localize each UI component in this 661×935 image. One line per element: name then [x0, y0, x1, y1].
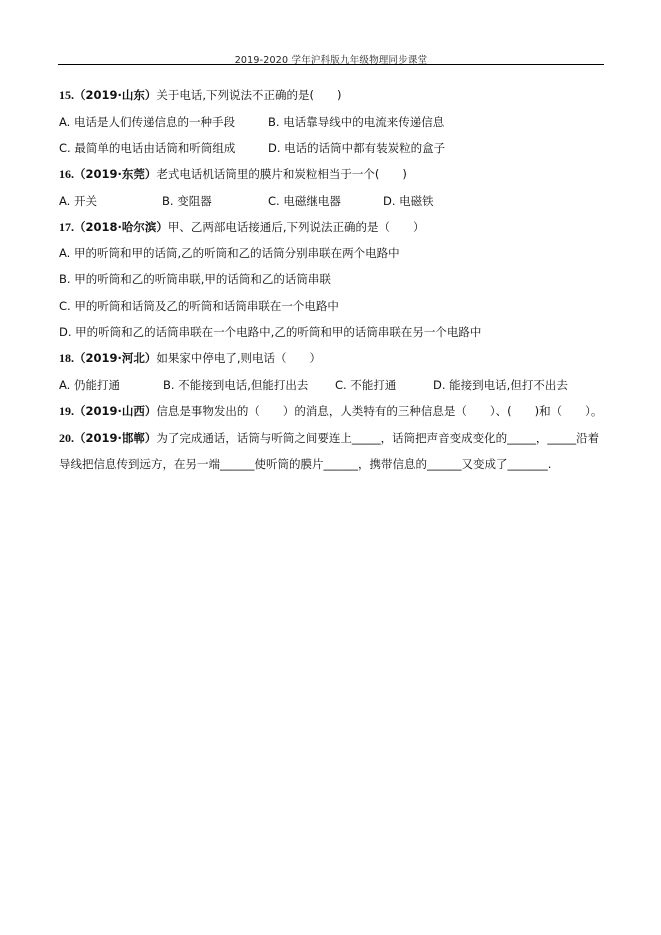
- option-d: D. 能接到电话,但打不出去: [433, 378, 568, 392]
- question-number: 15.: [59, 88, 74, 102]
- question-18-stem-line: [59, 350, 321, 366]
- question-number: 19.: [59, 404, 74, 418]
- option-a: A. 开关: [59, 194, 97, 208]
- question-17-option-c: C. 甲的听筒和话筒及乙的听筒和话筒串联在一个电路中: [59, 299, 339, 313]
- question-15-stem-line: [59, 87, 342, 103]
- option-d: D. 电磁铁: [383, 194, 434, 208]
- option-c: C. 最简单的电话由话筒和听筒组成: [59, 141, 236, 155]
- question-source: （2018·哈尔滨）: [74, 220, 168, 234]
- question-17-stem-line: [59, 219, 425, 235]
- question-stem: 如果家中停电了,则电话（ ）: [156, 351, 322, 365]
- option-b: B. 电话靠导线中的电流来传递信息: [268, 115, 445, 129]
- option-a: A. 电话是人们传递信息的一种手段: [59, 115, 235, 129]
- header-rule: [58, 64, 604, 65]
- question-source: （2019·山西）: [74, 404, 157, 418]
- question-17-option-b: B. 甲的听筒和乙的听筒串联,甲的话筒和乙的话筒串联: [59, 272, 331, 286]
- question-stem: 甲、乙两部电话接通后,下列说法正确的是（ ）: [167, 220, 425, 234]
- question-16-options-row: [59, 193, 434, 209]
- option-a: A. 仍能打通: [59, 378, 120, 392]
- question-number: 18.: [59, 351, 74, 365]
- page-header: 2019-2020 学年沪科版九年级物理同步课堂: [234, 55, 428, 66]
- option-c: C. 不能打通: [335, 378, 397, 392]
- question-number: 16.: [59, 167, 74, 181]
- question-20-stem-line: [59, 430, 599, 446]
- question-20-stem-continuation: 导线把信息传到远方，在另一端______使听筒的膜片______，携带信息的______又变成了_______.: [59, 457, 552, 471]
- question-15-options-row-2: [59, 140, 445, 156]
- question-number: 20.: [59, 431, 74, 445]
- question-stem: 老式电话机话筒里的膜片和炭粒相当于一个( ): [156, 167, 407, 181]
- question-17-option-d: D. 甲的听筒和乙的话筒串联在一个电路中,乙的听筒和甲的话筒串联在另一个电路中: [59, 325, 482, 339]
- question-stem: 为了完成通话，话筒与听筒之间要连上_____，话筒把声音变成变化的_____，_____沿着: [156, 431, 600, 445]
- question-number: 17.: [59, 220, 74, 234]
- question-18-options-row: [59, 377, 568, 393]
- option-c: C. 电磁继电器: [268, 194, 341, 208]
- question-17-option-a: A. 甲的听筒和甲的话筒,乙的听筒和乙的话筒分别串联在两个电路中: [59, 246, 400, 260]
- option-b: B. 变阻器: [162, 194, 212, 208]
- question-stem: 关于电话,下列说法不正确的是( ): [156, 88, 342, 102]
- question-source: （2019·东莞）: [74, 167, 157, 181]
- question-16-stem-line: [59, 166, 407, 182]
- question-source: （2019·山东）: [74, 88, 157, 102]
- question-stem: 信息是事物发出的（ ）的消息，人类特有的三种信息是（ ）、( )和（ ）。: [156, 404, 603, 418]
- question-15-options-row-1: [59, 114, 444, 130]
- question-source: （2019·河北）: [74, 351, 157, 365]
- option-d: D. 电话的话筒中都有装炭粒的盒子: [268, 141, 446, 155]
- question-source: （2019·邯郸）: [74, 431, 157, 445]
- question-19-stem-line: [59, 403, 602, 419]
- option-b: B. 不能接到电话,但能打出去: [163, 378, 309, 392]
